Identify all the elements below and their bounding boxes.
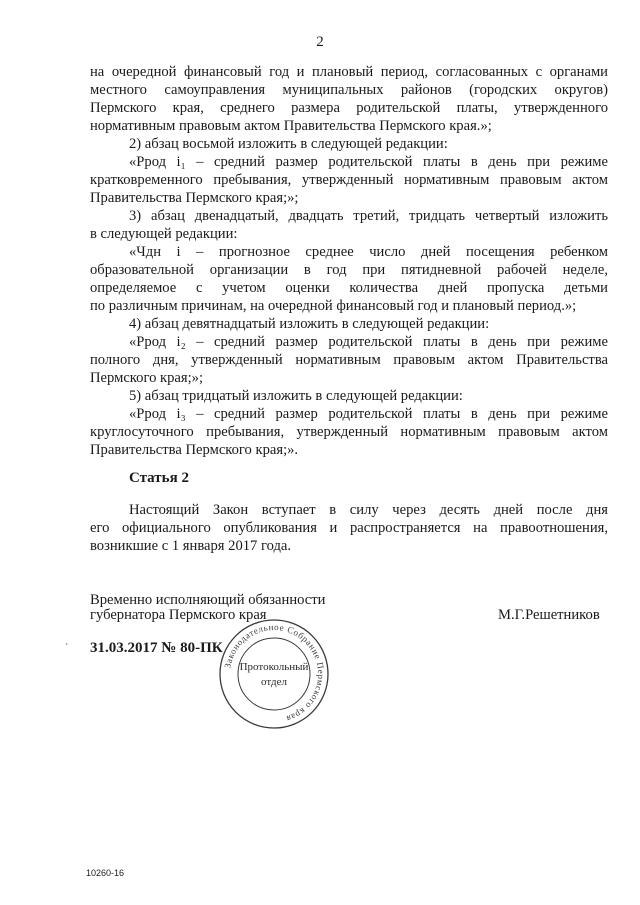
stamp-seal <box>218 618 330 730</box>
text-line: «Ррод i₂ – средний размер родительской платы в день при режиме <box>129 334 608 350</box>
footer-code: 10260-16 <box>86 868 125 878</box>
text-line: «Чдн i – прогнозное среднее число дней посещения ребенком <box>129 244 608 260</box>
signatory-position: губернатора Пермского края <box>90 607 267 623</box>
article-heading: Статья 2 <box>129 470 189 486</box>
text-line: кратковременного пребывания, утвержденный нормативным правовым актом <box>90 172 608 188</box>
text-line: по различным причинам, на очередной финансовый год и плановый период.»; <box>90 298 577 314</box>
text-line: местного самоуправления муниципальных районов (городских округов) <box>90 82 608 98</box>
scan-mark: ` <box>65 643 69 654</box>
text-line: 4) абзац девятнадцатый изложить в следующей редакции: <box>129 316 490 332</box>
page-number: 2 <box>316 34 324 50</box>
stamp-ring-text: Законодательное Собрание Пермского края <box>222 621 327 725</box>
article-text-line: возникшие с 1 января 2017 года. <box>90 538 292 554</box>
stamp-center-text: отдел <box>261 676 287 688</box>
text-line: Правительства Пермского края;». <box>90 442 299 458</box>
text-line: «Ррод i₃ – средний размер родительской платы в день при режиме <box>129 406 608 422</box>
signatory-name: М.Г.Решетников <box>498 607 600 623</box>
stamp-center-text: Протокольный <box>239 661 309 673</box>
signatory-position: Временно исполняющий обязанности <box>90 592 326 608</box>
text-line: 2) абзац восьмой изложить в следующей редакции: <box>129 136 448 152</box>
text-line: образовательной организации в год при пятидневной рабочей неделе, <box>90 262 608 278</box>
text-line: определяемое с учетом оценки количества дней пропуска детьми <box>90 280 608 296</box>
article-text-line: его официального опубликования и распространяется на правоотношения, <box>90 520 608 536</box>
text-line: на очередной финансовый год и плановый период, согласованных с органами <box>90 64 608 80</box>
text-line: полного дня, утвержденный нормативным правовым актом Правительства <box>90 352 608 368</box>
text-line: «Ррод i₁ – средний размер родительской платы в день при режиме <box>129 154 608 170</box>
text-line: Пермского края, среднего размера родительской платы, утвержденного <box>90 100 608 116</box>
text-line: нормативным правовым актом Правительства Пермского края.»; <box>90 118 492 134</box>
article-text-line: Настоящий Закон вступает в силу через десять дней после дня <box>129 502 608 518</box>
text-line: в следующей редакции: <box>90 226 238 242</box>
law-date-number: 31.03.2017 № 80-ПК <box>90 640 223 656</box>
text-line: круглосуточного пребывания, утвержденный нормативным правовым актом <box>90 424 608 440</box>
text-line: Пермского края;»; <box>90 370 204 386</box>
text-line: 3) абзац двенадцатый, двадцать третий, тридцать четвертый изложить <box>129 208 608 224</box>
text-line: 5) абзац тридцатый изложить в следующей редакции: <box>129 388 463 404</box>
text-line: Правительства Пермского края;»; <box>90 190 299 206</box>
